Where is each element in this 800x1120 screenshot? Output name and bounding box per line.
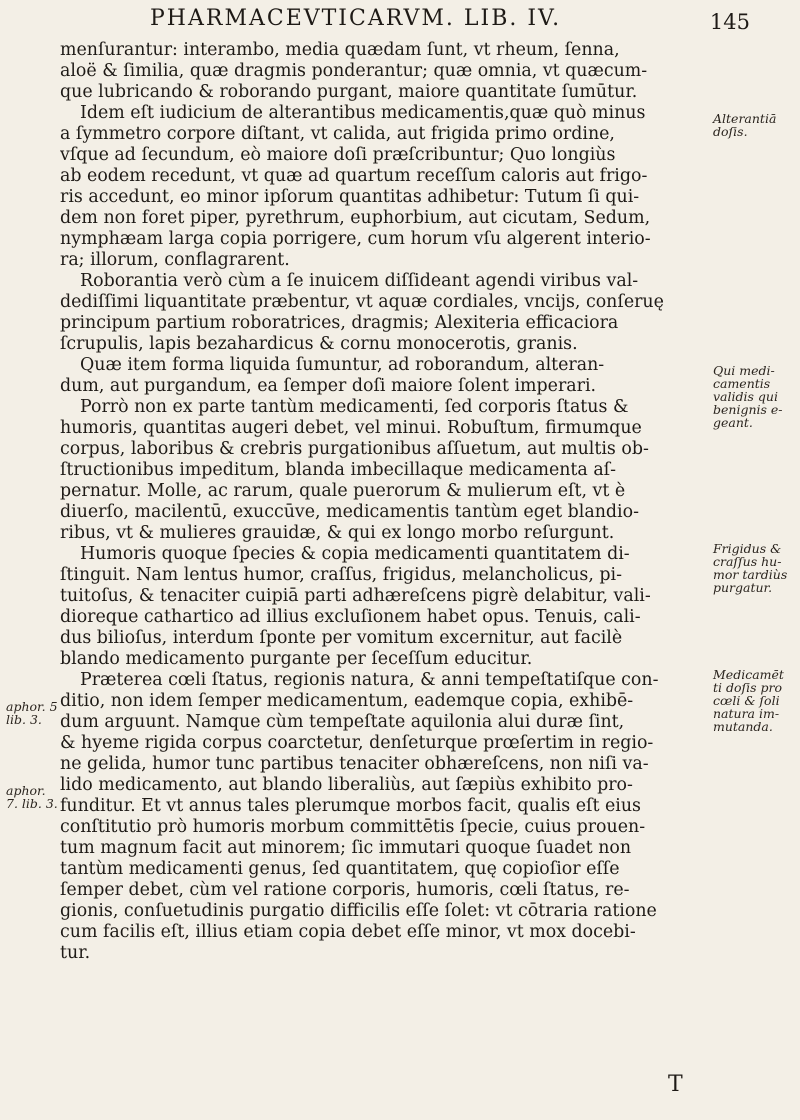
margin-note-medicamenta-pro-coeli: [713, 668, 784, 733]
text-line: conſtitutio prò humoris morbum committētis ſpecie, cuius prouen-: [60, 817, 646, 837]
margin-note-line: aphor. 5: [6, 699, 58, 714]
running-head: PHARMACEVTICARVM. LIB. IV.: [150, 6, 562, 31]
text-line: lido medicamento, aut blando liberaliùs, aut ſæpiùs exhibito pro-: [60, 775, 633, 795]
text-line: ſtructionibus impeditum, blanda imbecillaque medicamenta aſ-: [60, 460, 616, 480]
text-line: nymphæam larga copia porrigere, cum horum vſu algerent interio-: [60, 229, 651, 249]
text-line: dioreque cathartico ad illius excluſionem habet opus. Tenuis, cali-: [60, 607, 641, 627]
text-line: ditio, non idem ſemper medicamentum, eademque copia, exhibē-: [60, 691, 634, 711]
text-line: ſemper debet, cùm vel ratione corporis, humoris, cœli ſtatus, re-: [60, 880, 630, 900]
signature-mark: T: [668, 1072, 683, 1097]
margin-note-line: mor tardiùs: [713, 567, 788, 582]
text-line: gionis, conſuetudinis purgatio difficilis eſſe ſolet: vt cōtraria ratione: [60, 901, 657, 921]
margin-note-line: ti doſis pro: [713, 680, 783, 695]
margin-note-line: doſis.: [713, 124, 748, 139]
text-line: ris accedunt, eo minor ipſorum quantitas adhibetur: Tutum ſi qui-: [60, 187, 640, 207]
margin-note-line: cœli & ſoli: [713, 693, 780, 708]
text-line: dus bilioſus, interdum ſponte per vomitum excernitur, aut facilè: [60, 628, 623, 648]
text-line: humoris, quantitas augeri debet, vel minui. Robuſtum, firmumque: [60, 418, 642, 438]
text-line: Porrò non ex parte tantùm medicamenti, ſed corporis ſtatus &: [80, 397, 629, 417]
margin-note-line: craſſus hu-: [713, 554, 782, 569]
text-line: Roborantia verò cùm a ſe inuicem diſſideant agendi viribus val-: [80, 271, 639, 291]
text-line: & hyeme rigida corpus coarctetur, denſeturque prœſertim in regio-: [60, 733, 654, 753]
margin-note-line: Medicamēt: [713, 667, 784, 682]
text-line: a ſymmetro corpore diſtant, vt calida, aut frigida primo ordine,: [60, 124, 615, 144]
text-line: dum, aut purgandum, ea ſemper doſi maiore ſolent imperari.: [60, 376, 597, 396]
text-line: ribus, vt & mulieres grauidæ, & qui ex longo morbo reſurgunt.: [60, 523, 615, 543]
text-line: tum magnum facit aut minorem; ſic immutari quoque ſuadet non: [60, 838, 632, 858]
text-line: Quæ item forma liquida ſumuntur, ad roborandum, alteran-: [80, 355, 605, 375]
text-line: ab eodem recedunt, vt quæ ad quartum receſſum caloris aut frigo-: [60, 166, 648, 186]
text-line: menſurantur: interambo, media quædam ſunt, vt rheum, ſenna,: [60, 40, 620, 60]
margin-note-line: validis qui: [713, 389, 778, 404]
margin-note-frigidus-crassus: [713, 542, 787, 594]
margin-note-line: Frigidus &: [713, 541, 782, 556]
margin-note-line: 7. lib. 3.: [6, 796, 58, 811]
margin-note-line: geant.: [713, 415, 753, 430]
text-line: tuitoſus, & tenaciter cuipiā parti adhæreſcens pigrè delabitur, vali-: [60, 586, 651, 606]
text-line: pernatur. Molle, ac rarum, quale puerorum & mulierum eſt, vt è: [60, 481, 626, 501]
text-line: cum facilis eſt, illius etiam copia debet eſſe minor, vt mox docebi-: [60, 922, 636, 942]
margin-note-line: Alterantiā: [713, 111, 777, 126]
text-line: blando medicamento purgante per ſeceſſum educitur.: [60, 649, 533, 669]
body-text: [60, 40, 700, 964]
text-line: que lubricando & roborando purgant, maiore quantitate ſumūtur.: [60, 82, 638, 102]
margin-note-qui-medicamentis: [713, 364, 783, 429]
margin-note-line: natura im-: [713, 706, 780, 721]
text-line: tur.: [60, 943, 91, 963]
text-line: funditur. Et vt annus tales plerumque morbos facit, qualis eſt eius: [60, 796, 641, 816]
text-line: vſque ad ſecundum, eò maiore doſi præſcribuntur; Quo longiùs: [60, 145, 616, 165]
text-line: ſtinguit. Nam lentus humor, craſſus, frigidus, melancholicus, pi-: [60, 565, 622, 585]
text-line: Præterea cœli ſtatus, regionis natura, & anni tempeſtatiſque con-: [80, 670, 659, 690]
margin-note-line: aphor.: [6, 783, 46, 798]
text-line: dum arguunt. Namque cùm tempeſtate aquilonia alui duræ ſint,: [60, 712, 625, 732]
text-line: ne gelida, humor tunc partibus tenaciter obhæreſcens, non niſi va-: [60, 754, 649, 774]
text-line: dem non foret piper, pyrethrum, euphorbium, aut cicutam, Sedum,: [60, 208, 651, 228]
text-line: diuerſo, macilentū, exuccūve, medicamentis tantùm eget blandio-: [60, 502, 639, 522]
page-number: 145: [709, 10, 750, 34]
margin-note-aphor-5-lib-3: [6, 700, 58, 726]
margin-note-line: lib. 3.: [6, 712, 42, 727]
text-line: aloë & ſimilia, quæ dragmis ponderantur; quæ omnia, vt quæcum-: [60, 61, 648, 81]
margin-note-line: purgatur.: [713, 580, 773, 595]
margin-note-line: Qui medi-: [713, 363, 775, 378]
text-line: principum partium roboratrices, dragmis; Alexiteria efficaciora: [60, 313, 619, 333]
margin-note-line: mutanda.: [713, 719, 773, 734]
text-line: ſcrupulis, lapis bezahardicus & cornu monocerotis, granis.: [60, 334, 578, 354]
text-line: Idem eſt iudicium de alterantibus medicamentis,quæ quò minus: [80, 103, 646, 123]
text-line: Humoris quoque ſpecies & copia medicamenti quantitatem di-: [80, 544, 630, 564]
margin-note-line: benignis e-: [713, 402, 783, 417]
text-line: tantùm medicamenti genus, ſed quantitatem, quę copioſior eſſe: [60, 859, 620, 879]
margin-note-alterantis-dosis: [713, 112, 776, 138]
text-line: dediſſimi liquantitate præbentur, vt aquæ cordiales, vncijs, conſeruę: [60, 292, 664, 312]
margin-note-aphor-7-lib-3: [6, 784, 58, 810]
text-line: ra; illorum, conflagrarent.: [60, 250, 290, 270]
margin-note-line: camentis: [713, 376, 771, 391]
text-line: corpus, laboribus & crebris purgationibus aſſuetum, aut multis ob-: [60, 439, 649, 459]
